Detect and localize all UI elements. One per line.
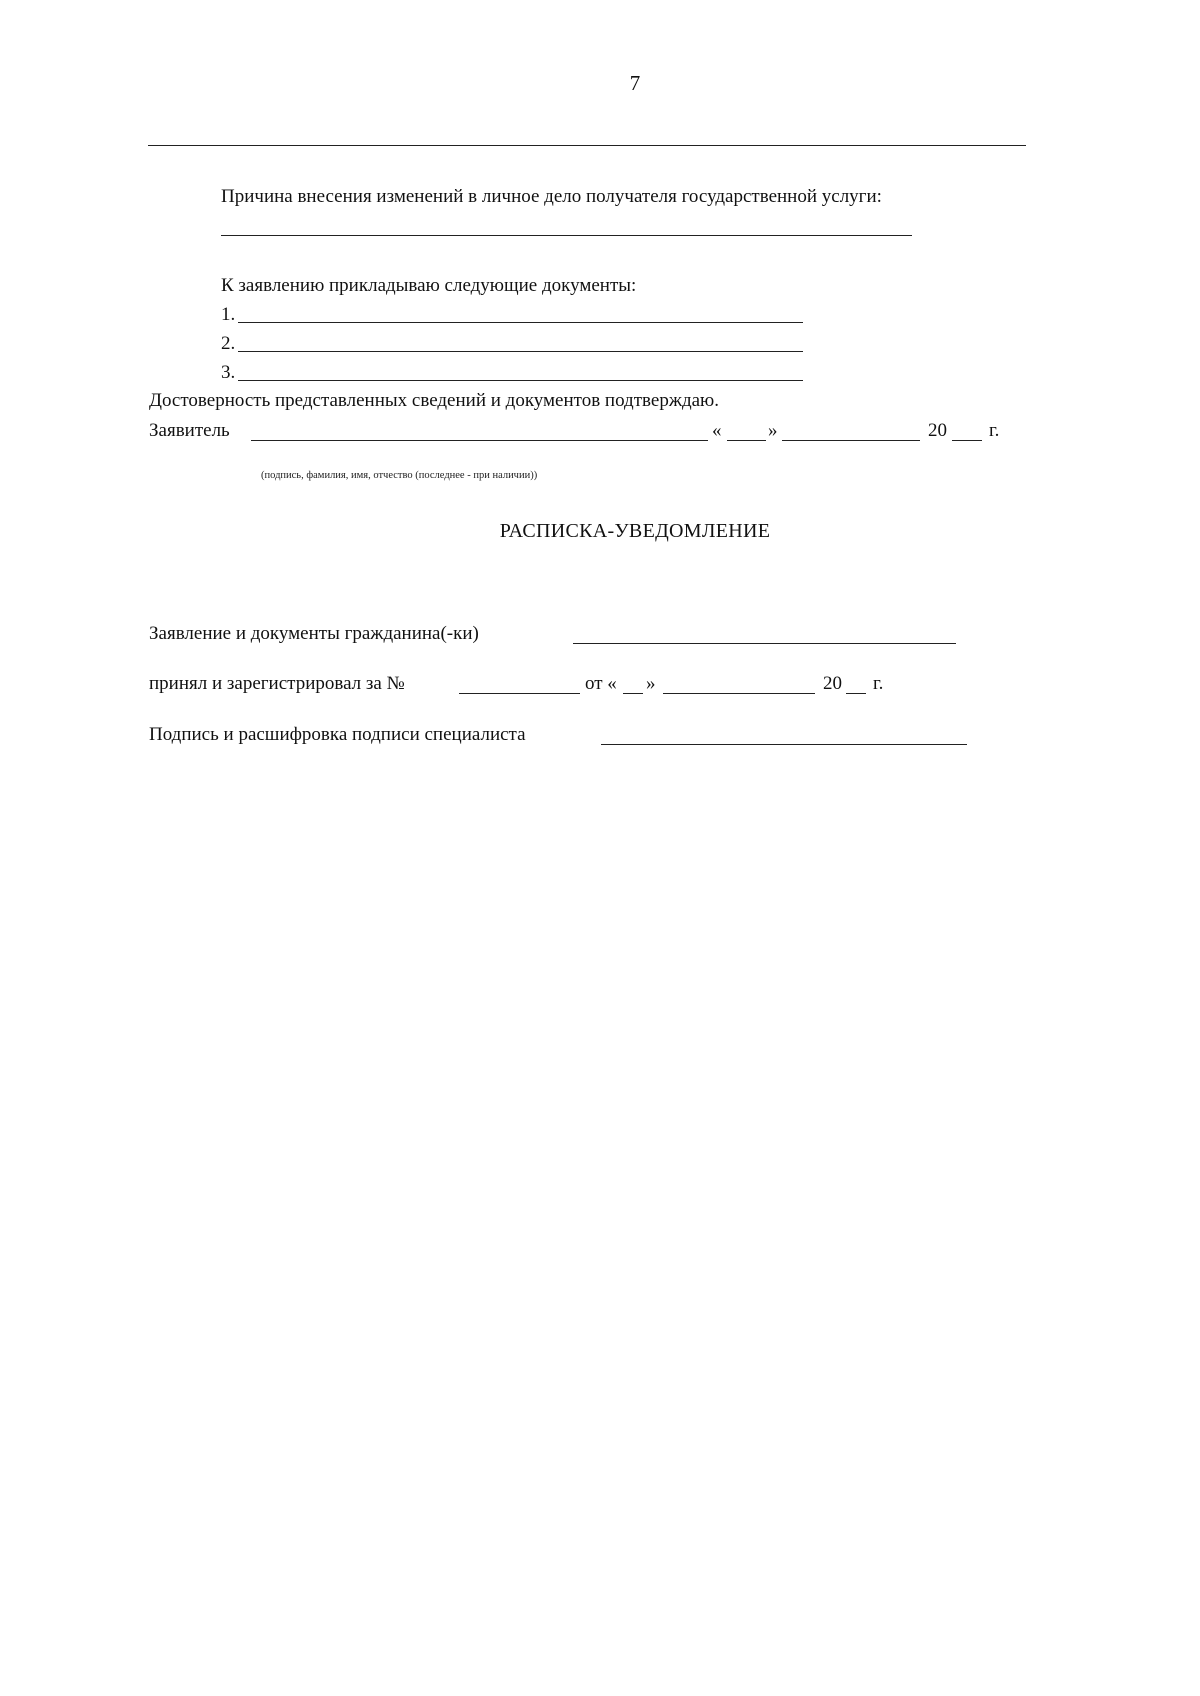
receipt-year-line[interactable] xyxy=(846,693,866,694)
applicant-quote-open: « xyxy=(712,420,722,441)
applicant-day-line[interactable] xyxy=(727,440,766,441)
reason-input-line[interactable] xyxy=(221,235,912,236)
applicant-year-suffix: г. xyxy=(989,420,1000,441)
applicant-label: Заявитель xyxy=(149,420,230,441)
receipt-number-line[interactable] xyxy=(459,693,580,694)
receipt-from-label: от « xyxy=(585,673,617,694)
attachment-number-3: 3. xyxy=(221,362,236,383)
attachment-number-1: 1. xyxy=(221,304,236,325)
attachment-input-line-2[interactable] xyxy=(238,351,803,352)
top-separator xyxy=(148,145,1026,146)
attachment-input-line-3[interactable] xyxy=(238,380,803,381)
receipt-documents-label: Заявление и документы гражданина(-ки) xyxy=(149,623,479,644)
receipt-year-suffix: г. xyxy=(873,673,884,694)
receipt-day-line[interactable] xyxy=(623,693,643,694)
applicant-signature-line[interactable] xyxy=(251,440,708,441)
applicant-month-line[interactable] xyxy=(782,440,920,441)
applicant-year-line[interactable] xyxy=(952,440,982,441)
attachment-input-line-1[interactable] xyxy=(238,322,803,323)
receipt-quote-close: » xyxy=(646,673,656,694)
confirmation-text: Достоверность представленных сведений и документов подтверждаю. xyxy=(149,390,719,411)
receipt-title: РАСПИСКА-УВЕДОМЛЕНИЕ xyxy=(499,520,771,542)
receipt-citizen-line[interactable] xyxy=(573,643,956,644)
attachment-number-2: 2. xyxy=(221,333,236,354)
page-number: 7 xyxy=(629,71,641,95)
receipt-signature-line[interactable] xyxy=(601,744,967,745)
applicant-quote-close: » xyxy=(768,420,778,441)
applicant-year-prefix: 20 xyxy=(928,420,947,441)
receipt-registered-label: принял и зарегистрировал за № xyxy=(149,673,405,694)
receipt-signature-label: Подпись и расшифровка подписи специалиста xyxy=(149,724,526,745)
applicant-signature-note: (подпись, фамилия, имя, отчество (последнее - при наличии)) xyxy=(261,470,538,481)
receipt-month-line[interactable] xyxy=(663,693,815,694)
reason-label: Причина внесения изменений в личное дело получателя государственной услуги: xyxy=(221,186,882,207)
attachments-label: К заявлению прикладываю следующие документы: xyxy=(221,275,637,296)
receipt-year-prefix: 20 xyxy=(823,673,842,694)
